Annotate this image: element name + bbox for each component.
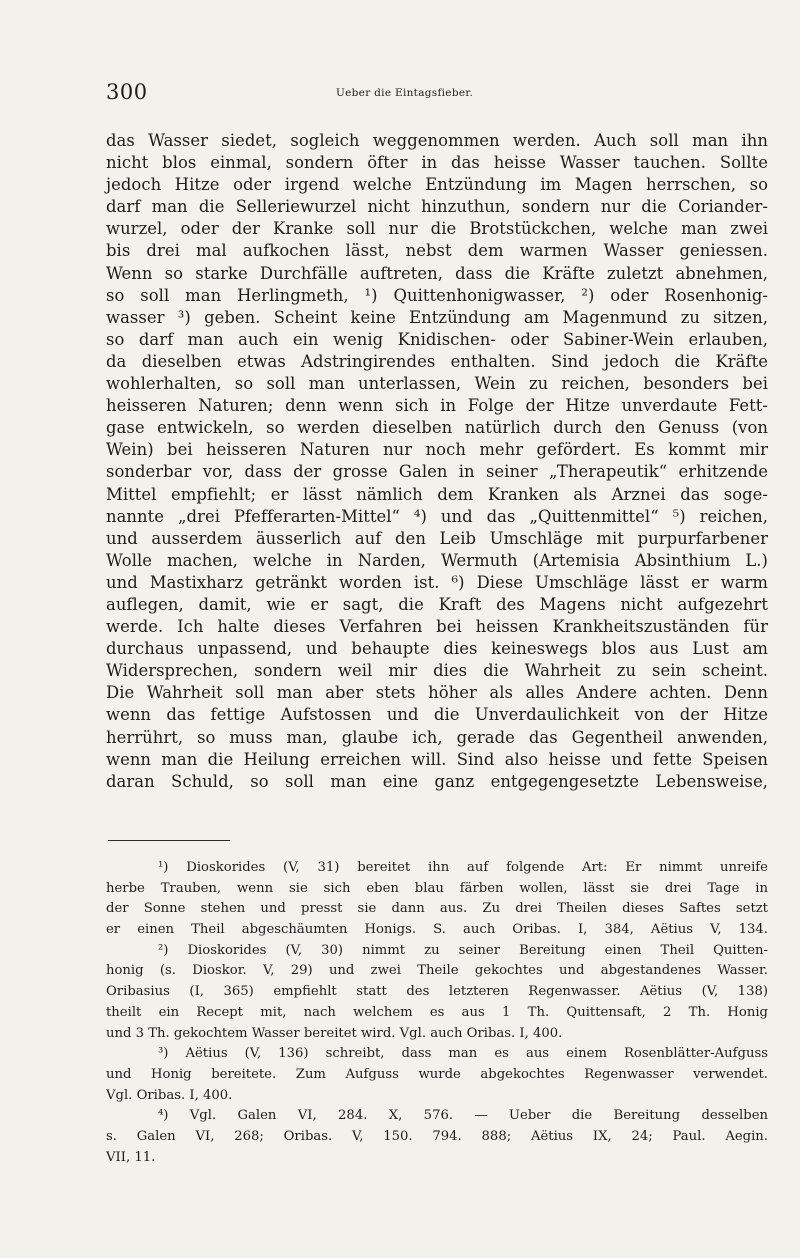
text-line: wurzel, oder der Kranke soll nur die Brotstückchen, welche man zwei	[106, 219, 768, 239]
text-line: Wein) bei heisseren Naturen nur noch mehr gefördert. Es kommt mir	[106, 440, 768, 460]
footnote-line: ³) Aëtius (V, 136) schreibt, dass man es aus einem Rosenblätter-Aufguss	[158, 1046, 768, 1062]
text-line: herrührt, so muss man, glaube ich, gerade das Gegentheil anwenden,	[106, 727, 768, 747]
footnote-separator	[108, 840, 230, 841]
text-line: und Mastixharz getränkt worden ist. ⁶) Diese Umschläge lässt er warm	[106, 572, 768, 592]
page-header	[106, 80, 766, 110]
text-line: daran Schuld, so soll man eine ganz entgegengesetzte Lebensweise,	[106, 771, 768, 791]
main-text	[106, 130, 768, 793]
text-line: so darf man auch ein wenig Knidischen- oder Sabiner-Wein erlauben,	[106, 329, 768, 349]
footnotes	[106, 858, 768, 1168]
footnote-line: der Sonne stehen und presst sie dann aus. Zu drei Theilen dieses Saftes setzt	[106, 901, 768, 917]
page-number: 300	[106, 80, 148, 104]
footnote-line: und Honig bereitete. Zum Aufguss wurde abgekochtes Regenwasser verwendet.	[106, 1066, 768, 1082]
text-line: heisseren Naturen; denn wenn sich in Folge der Hitze unverdaute Fett-	[106, 396, 768, 416]
footnote-line: er einen Theil abgeschäumten Honigs. S. auch Oribas. I, 384, Aëtius V, 134.	[106, 922, 768, 938]
text-line: Wenn so starke Durchfälle auftreten, dass die Kräfte zuletzt abnehmen,	[106, 263, 768, 283]
text-line: wenn das fettige Aufstossen und die Unverdaulichkeit von der Hitze	[106, 705, 768, 725]
text-line: nannte „drei Pfefferarten-Mittel“ ⁴) und das „Quittenmittel“ ⁵) reichen,	[106, 506, 768, 526]
text-line: werde. Ich halte dieses Verfahren bei heissen Krankheitszuständen für	[106, 617, 768, 637]
text-line: durchaus unpassend, und behaupte dies keineswegs blos aus Lust am	[106, 639, 768, 659]
footnote-line: ²) Dioskorides (V, 30) nimmt zu seiner Bereitung einen Theil Quitten-	[158, 942, 768, 958]
text-line: da dieselben etwas Adstringirendes enthalten. Sind jedoch die Kräfte	[106, 351, 768, 371]
text-line: Widersprechen, sondern weil mir dies die Wahrheit zu sein scheint.	[106, 661, 768, 681]
footnote-line: ⁴) Vgl. Galen VI, 284. X, 576. — Ueber die Bereitung desselben	[158, 1108, 768, 1124]
text-line: bis drei mal aufkochen lässt, nebst dem warmen Wasser geniessen.	[106, 241, 768, 261]
text-line: Wolle machen, welche in Narden, Wermuth (Artemisia Absinthium L.)	[106, 550, 768, 570]
text-line: und ausserdem äusserlich auf den Leib Umschläge mit purpurfarbener	[106, 528, 768, 548]
text-line: Die Wahrheit soll man aber stets höher als alles Andere achten. Denn	[106, 683, 768, 703]
text-line: jedoch Hitze oder irgend welche Entzündung im Magen herrschen, so	[106, 175, 768, 195]
footnote-line: honig (s. Dioskor. V, 29) und zwei Theile gekochtes und abgestandenes Wasser.	[106, 963, 768, 979]
footnote-line: s. Galen VI, 268; Oribas. V, 150. 794. 888; Aëtius IX, 24; Paul. Aegin.	[106, 1128, 768, 1144]
text-line: wenn man die Heilung erreichen will. Sind also heisse und fette Speisen	[106, 749, 768, 769]
footnote-line: herbe Trauben, wenn sie sich eben blau färben wollen, lässt sie drei Tage in	[106, 880, 768, 896]
text-line: gase entwickeln, so werden dieselben natürlich durch den Genuss (von	[106, 418, 768, 438]
text-line: wasser ³) geben. Scheint keine Entzündung am Magenmund zu sitzen,	[106, 307, 768, 327]
text-line: so soll man Herlingmeth, ¹) Quittenhonigwasser, ²) oder Rosenhonig-	[106, 285, 768, 305]
footnote-line: und 3 Th. gekochtem Wasser bereitet wird. Vgl. auch Oribas. I, 400.	[106, 1025, 563, 1041]
footnote-line: VII, 11.	[106, 1149, 156, 1165]
text-line: sonderbar vor, dass der grosse Galen in seiner „Therapeutik“ erhitzende	[106, 462, 768, 482]
footnote-line: Oribasius (I, 365) empfiehlt statt des letzteren Regenwasser. Aëtius (V, 138)	[106, 984, 768, 1000]
text-line: wohlerhalten, so soll man unterlassen, Wein zu reichen, besonders bei	[106, 374, 768, 394]
text-line: darf man die Selleriewurzel nicht hinzuthun, sondern nur die Coriander-	[106, 197, 768, 217]
footnote-line: ¹) Dioskorides (V, 31) bereitet ihn auf folgende Art: Er nimmt unreife	[158, 860, 768, 875]
text-line: Mittel empfiehlt; er lässt nämlich dem Kranken als Arznei das soge-	[106, 484, 768, 504]
text-line: nicht blos einmal, sondern öfter in das heisse Wasser tauchen. Sollte	[106, 153, 768, 173]
footnote-line: theilt ein Recept mit, nach welchem es aus 1 Th. Quittensaft, 2 Th. Honig	[106, 1004, 768, 1020]
text-line: das Wasser siedet, sogleich weggenommen werden. Auch soll man ihn	[106, 131, 768, 150]
running-title: Ueber die Eintagsfieber.	[336, 87, 474, 99]
footnote-line: Vgl. Oribas. I, 400.	[106, 1087, 233, 1103]
text-line: auflegen, damit, wie er sagt, die Kraft des Magens nicht aufgezehrt	[106, 594, 768, 614]
